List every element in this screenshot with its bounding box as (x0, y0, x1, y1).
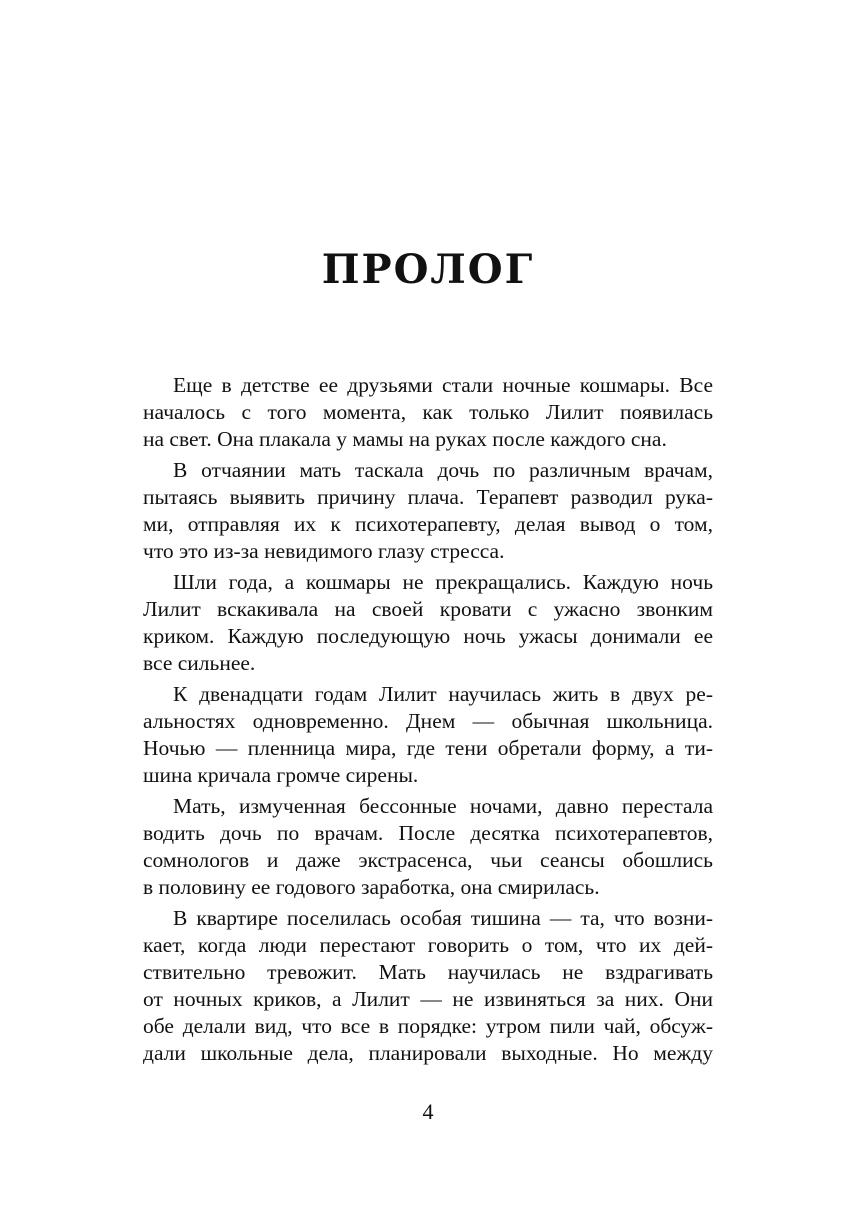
text-line: В квартире поселилась особая тишина — та, что возни- (173, 906, 713, 930)
text-line: Еще в детстве ее друзьями стали ночные кошмары. Все (173, 373, 713, 397)
paragraph (143, 457, 713, 565)
text-line: Мать, измученная бессонные ночами, давно перестала (173, 794, 713, 818)
text-line: В отчаянии мать таскала дочь по различным врачам, (173, 458, 713, 482)
text-line: началось с того момента, как только Лилит появилась (143, 400, 713, 424)
text-line: все сильнее. (143, 651, 256, 675)
text-line: дали школьные дела, планировали выходные. Но между (143, 1041, 713, 1065)
text-line: в половину ее годового заработка, она смирилась. (143, 875, 600, 899)
text-line: что это из-за невидимого глазу стресса. (143, 539, 505, 563)
paragraph (143, 793, 713, 901)
chapter-title: ПРОЛОГ (321, 246, 535, 293)
body-text (143, 372, 713, 1071)
paragraph (143, 905, 713, 1067)
text-line: шина кричала громче сирены. (143, 763, 419, 787)
text-line: сомнологов и даже экстрасенса, чьи сеансы обошлись (143, 848, 713, 872)
text-line: Ночью — пленница мира, где тени обретали форму, а ти- (143, 736, 713, 760)
paragraph (143, 681, 713, 789)
text-line: альностях одновременно. Днем — обычная школьница. (143, 709, 713, 733)
text-line: обе делали вид, что все в порядке: утром пили чай, обсуж- (143, 1014, 713, 1038)
text-line: Шли года, а кошмары не прекращались. Каждую ночь (173, 570, 713, 594)
text-line: от ночных криков, а Лилит — не извиняться за них. Они (143, 987, 713, 1011)
text-line: водить дочь по врачам. После десятка психотерапевтов, (143, 821, 713, 845)
text-line: криком. Каждую последующую ночь ужасы донимали ее (143, 624, 713, 648)
text-line: ствительно тревожит. Мать научилась не вздрагивать (143, 960, 713, 984)
page-number: 4 (422, 1099, 434, 1124)
text-line: пытаясь выявить причину плача. Терапевт разводил рука- (143, 485, 713, 509)
paragraph (143, 372, 713, 453)
paragraph (143, 569, 713, 677)
text-line: К двенадцати годам Лилит научилась жить в двух ре- (173, 682, 713, 706)
text-line: Лилит вскакивала на своей кровати с ужасно звонким (143, 597, 713, 621)
text-line: на свет. Она плакала у мамы на руках после каждого сна. (143, 427, 667, 451)
text-line: кает, когда люди перестают говорить о том, что их дей- (143, 933, 713, 957)
text-line: ми, отправляя их к психотерапевту, делая вывод о том, (143, 512, 713, 536)
